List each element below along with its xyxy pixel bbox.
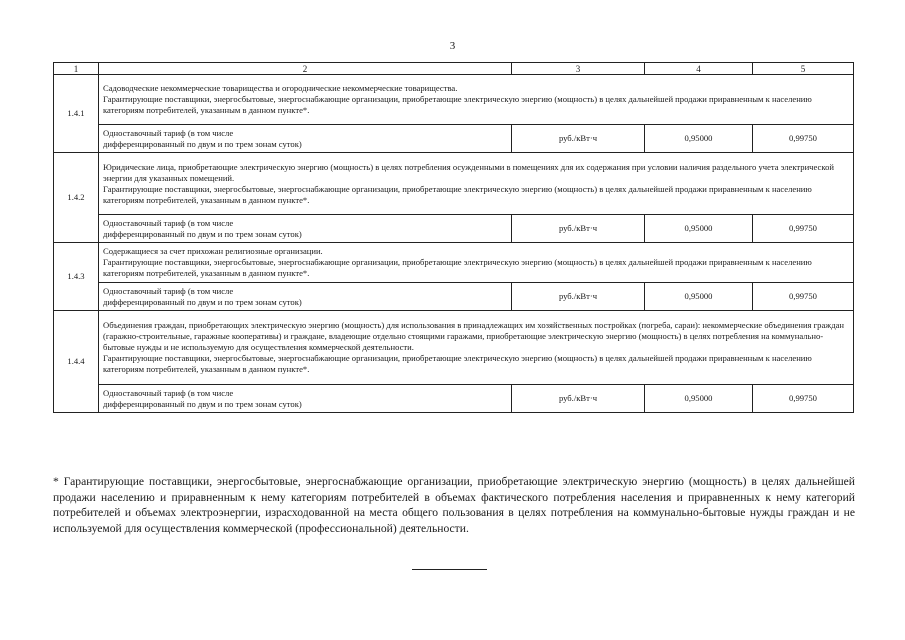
table-row (54, 125, 854, 153)
column-header: 4 (645, 63, 753, 75)
table-row (54, 75, 854, 125)
tariff-value-col5: 0,99750 (753, 283, 854, 311)
description-line: Гарантирующие поставщики, энергосбытовые, энергоснабжающие организации, приобретающие электрическую энергию (мощность) в целях дальнейшей продажи приравненным к населению категориям потребителей, указанным в данном пункте*. (103, 183, 812, 205)
tariff-value-col4: 0,95000 (645, 125, 753, 153)
column-header: 1 (54, 63, 99, 75)
tariff-unit: руб./кВт·ч (512, 385, 645, 413)
tariff-value-col5: 0,99750 (753, 385, 854, 413)
tariff-label: Одноставочный тариф (в том числе дифференцированный по двум и по трем зонам суток) (99, 125, 512, 153)
table-row (54, 153, 854, 215)
tariff-label: Одноставочный тариф (в том числе дифференцированный по двум и по трем зонам суток) (99, 215, 512, 243)
row-description (99, 153, 854, 215)
description-line: Объединения граждан, приобретающих электрическую энергию (мощность) для использования в принадлежащих им хозяйственных постройках (погреба, сараи): некоммерческие объединения граждан (гаражно-строительные, гаражные кооперативы) и граждане, владеющие отдельно стоящими гаражами, приобретающие электрическую энергию (мощность) в целях потребления на коммунально-бытовые нужды и не используемую для осуществления коммерческой деятельности. (103, 320, 845, 352)
row-number: 1.4.2 (54, 153, 99, 243)
page-number: 3 (449, 40, 456, 52)
table-row (54, 215, 854, 243)
row-description (99, 311, 854, 385)
column-header: 3 (512, 63, 645, 75)
tariff-unit: руб./кВт·ч (512, 215, 645, 243)
column-header: 5 (753, 63, 854, 75)
tariff-unit: руб./кВт·ч (512, 283, 645, 311)
tariff-value-col4: 0,95000 (645, 215, 753, 243)
tariff-value-col4: 0,95000 (645, 283, 753, 311)
description-line: Садоводческие некоммерческие товарищества и огороднические некоммерческие товарищества. (103, 83, 458, 93)
end-divider (412, 569, 487, 570)
table-header-row (54, 63, 854, 75)
row-number: 1.4.1 (54, 75, 99, 153)
row-description (99, 243, 854, 283)
tariff-table (53, 62, 854, 413)
column-header: 2 (99, 63, 512, 75)
tariff-label: Одноставочный тариф (в том числе дифференцированный по двум и по трем зонам суток) (99, 283, 512, 311)
tariff-value-col5: 0,99750 (753, 215, 854, 243)
footnote: * Гарантирующие поставщики, энергосбытовые, энергоснабжающие организации, приобретающие электрическую энергию (мощность) в целях дальнейшей продажи населению и приравненным к нему категориям потребителей в объемах фактического потребления населения и приравненных к нему категорий потребителей и объемах электроэнергии, израсходованной на места общего пользования в целях потребления на коммунально-бытовые нужды граждан и не используемой для осуществления коммерческой (профессиональной) деятельности. (53, 475, 855, 535)
description-line: Гарантирующие поставщики, энергосбытовые, энергоснабжающие организации, приобретающие электрическую энергию (мощность) в целях дальнейшей продажи приравненным к населению категориям потребителей, указанным в данном пункте*. (103, 257, 812, 278)
table-row (54, 243, 854, 283)
tariff-value-col4: 0,95000 (645, 385, 753, 413)
tariff-value-col5: 0,99750 (753, 125, 854, 153)
row-description (99, 75, 854, 125)
tariff-unit: руб./кВт·ч (512, 125, 645, 153)
tariff-label: Одноставочный тариф (в том числе дифференцированный по двум и по трем зонам суток) (99, 385, 512, 413)
description-line: Гарантирующие поставщики, энергосбытовые, энергоснабжающие организации, приобретающие электрическую энергию (мощность) в целях дальнейшей продажи приравненным к населению категориям потребителей, указанным в данном пункте*. (103, 94, 812, 115)
table-row (54, 283, 854, 311)
description-line: Юридические лица, приобретающие электрическую энергию (мощность) в целях потребления осужденными в помещениях для их содержания при условии наличия раздельного учета электрической энергии для указанных помещений. (103, 161, 834, 183)
table-row (54, 311, 854, 385)
table-row (54, 385, 854, 413)
description-line: Содержащиеся за счет прихожан религиозные организации. (103, 246, 323, 256)
row-number: 1.4.4 (54, 311, 99, 413)
row-number: 1.4.3 (54, 243, 99, 311)
description-line: Гарантирующие поставщики, энергосбытовые, энергоснабжающие организации, приобретающие электрическую энергию (мощность) в целях дальнейшей продажи приравненным к населению категориям потребителей, указанным в данном пункте*. (103, 353, 812, 374)
